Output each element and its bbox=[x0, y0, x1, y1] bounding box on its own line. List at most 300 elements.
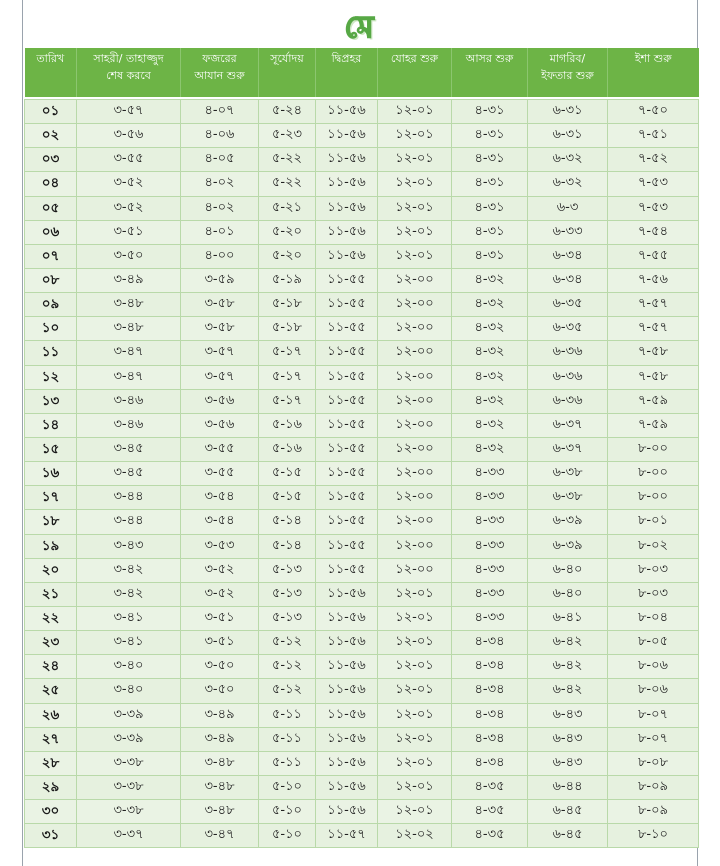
cell-asr-start: ৪-৩৩ bbox=[452, 486, 528, 510]
cell-sehri-end: ৩-৩৮ bbox=[77, 775, 181, 799]
cell-isha-start: ৭-৫৫ bbox=[608, 244, 699, 268]
cell-date: ৩১ bbox=[25, 824, 77, 848]
cell-maghrib-iftar: ৬-৩৬ bbox=[528, 341, 608, 365]
cell-zuhr-start: ১২-০১ bbox=[378, 196, 452, 220]
cell-asr-start: ৪-৩৪ bbox=[452, 655, 528, 679]
cell-fajr-azan: ৩-৪৮ bbox=[181, 775, 259, 799]
table-row bbox=[25, 775, 699, 799]
cell-date: ২৯ bbox=[25, 775, 77, 799]
cell-maghrib-iftar: ৬-৩ bbox=[528, 196, 608, 220]
cell-maghrib-iftar: ৬-৪১ bbox=[528, 606, 608, 630]
cell-asr-start: ৪-৩৩ bbox=[452, 582, 528, 606]
cell-maghrib-iftar: ৬-৩২ bbox=[528, 172, 608, 196]
table-row bbox=[25, 679, 699, 703]
cell-sehri-end: ৩-৪৮ bbox=[77, 317, 181, 341]
cell-date: ১৮ bbox=[25, 510, 77, 534]
cell-noon: ১১-৫৬ bbox=[316, 655, 378, 679]
cell-isha-start: ৭-৫৭ bbox=[608, 317, 699, 341]
cell-noon: ১১-৫৫ bbox=[316, 293, 378, 317]
cell-fajr-azan: ৪-০৫ bbox=[181, 148, 259, 172]
cell-zuhr-start: ১২-০১ bbox=[378, 124, 452, 148]
cell-fajr-azan: ৩-৪৮ bbox=[181, 800, 259, 824]
cell-noon: ১১-৫৬ bbox=[316, 679, 378, 703]
cell-isha-start: ৭-৫৯ bbox=[608, 413, 699, 437]
cell-sehri-end: ৩-৫২ bbox=[77, 172, 181, 196]
cell-maghrib-iftar: ৬-৩৯ bbox=[528, 510, 608, 534]
cell-sehri-end: ৩-৪২ bbox=[77, 582, 181, 606]
cell-date: ২০ bbox=[25, 558, 77, 582]
cell-maghrib-iftar: ৬-৩৩ bbox=[528, 220, 608, 244]
table-row bbox=[25, 124, 699, 148]
cell-asr-start: ৪-৩১ bbox=[452, 172, 528, 196]
cell-sehri-end: ৩-৪৪ bbox=[77, 486, 181, 510]
cell-noon: ১১-৫৬ bbox=[316, 703, 378, 727]
cell-fajr-azan: ৩-৫৩ bbox=[181, 534, 259, 558]
cell-asr-start: ৪-৩৩ bbox=[452, 510, 528, 534]
table-row bbox=[25, 268, 699, 292]
cell-asr-start: ৪-৩২ bbox=[452, 268, 528, 292]
cell-sehri-end: ৩-৫০ bbox=[77, 244, 181, 268]
cell-date: ০২ bbox=[25, 124, 77, 148]
cell-maghrib-iftar: ৬-৪৩ bbox=[528, 703, 608, 727]
cell-asr-start: ৪-৩২ bbox=[452, 437, 528, 461]
cell-fajr-azan: ৩-৫৯ bbox=[181, 268, 259, 292]
cell-maghrib-iftar: ৬-৪৩ bbox=[528, 751, 608, 775]
cell-maghrib-iftar: ৬-৪৫ bbox=[528, 824, 608, 848]
cell-sehri-end: ৩-৪৩ bbox=[77, 534, 181, 558]
table-row bbox=[25, 751, 699, 775]
column-header-sehri-end bbox=[77, 48, 181, 97]
cell-sehri-end: ৩-৪২ bbox=[77, 558, 181, 582]
cell-maghrib-iftar: ৬-৪৪ bbox=[528, 775, 608, 799]
cell-isha-start: ৮-০০ bbox=[608, 437, 699, 461]
cell-isha-start: ৮-০৫ bbox=[608, 631, 699, 655]
table-row bbox=[25, 365, 699, 389]
cell-zuhr-start: ১২-০১ bbox=[378, 655, 452, 679]
cell-asr-start: ৪-৩৪ bbox=[452, 679, 528, 703]
cell-maghrib-iftar: ৬-৪৩ bbox=[528, 727, 608, 751]
cell-asr-start: ৪-৩৩ bbox=[452, 606, 528, 630]
cell-zuhr-start: ১২-০১ bbox=[378, 703, 452, 727]
cell-sunrise: ৫-১৬ bbox=[259, 437, 316, 461]
cell-date: ০৯ bbox=[25, 293, 77, 317]
cell-asr-start: ৪-৩৪ bbox=[452, 631, 528, 655]
cell-maghrib-iftar: ৬-৩৭ bbox=[528, 413, 608, 437]
cell-maghrib-iftar: ৬-৩৫ bbox=[528, 293, 608, 317]
cell-sunrise: ৫-২২ bbox=[259, 148, 316, 172]
cell-sehri-end: ৩-৫২ bbox=[77, 196, 181, 220]
cell-noon: ১১-৫৫ bbox=[316, 268, 378, 292]
cell-noon: ১১-৫৬ bbox=[316, 148, 378, 172]
table-row bbox=[25, 413, 699, 437]
cell-fajr-azan: ৩-৫২ bbox=[181, 582, 259, 606]
month-title: মে bbox=[344, 10, 376, 45]
cell-isha-start: ৮-০৬ bbox=[608, 679, 699, 703]
cell-maghrib-iftar: ৬-৪২ bbox=[528, 655, 608, 679]
cell-sehri-end: ৩-৪১ bbox=[77, 606, 181, 630]
prayer-time-table bbox=[24, 48, 699, 848]
table-row bbox=[25, 293, 699, 317]
column-header-asr-start bbox=[452, 48, 528, 97]
cell-isha-start: ৭-৫৩ bbox=[608, 172, 699, 196]
cell-asr-start: ৪-৩৩ bbox=[452, 462, 528, 486]
cell-sunrise: ৫-১২ bbox=[259, 655, 316, 679]
column-header-sunrise bbox=[259, 48, 316, 97]
cell-sunrise: ৫-১৩ bbox=[259, 558, 316, 582]
cell-date: ০৩ bbox=[25, 148, 77, 172]
cell-noon: ১১-৫৬ bbox=[316, 124, 378, 148]
cell-date: ২৩ bbox=[25, 631, 77, 655]
cell-asr-start: ৪-৩৫ bbox=[452, 824, 528, 848]
cell-isha-start: ৮-০৮ bbox=[608, 751, 699, 775]
cell-sunrise: ৫-১২ bbox=[259, 631, 316, 655]
cell-asr-start: ৪-৩৩ bbox=[452, 534, 528, 558]
cell-sunrise: ৫-১১ bbox=[259, 751, 316, 775]
cell-date: ২৮ bbox=[25, 751, 77, 775]
cell-asr-start: ৪-৩৩ bbox=[452, 558, 528, 582]
cell-noon: ১১-৫৫ bbox=[316, 389, 378, 413]
cell-asr-start: ৪-৩৫ bbox=[452, 800, 528, 824]
cell-asr-start: ৪-৩১ bbox=[452, 244, 528, 268]
cell-sunrise: ৫-১০ bbox=[259, 824, 316, 848]
column-header-date bbox=[25, 48, 77, 97]
cell-maghrib-iftar: ৬-৩৪ bbox=[528, 244, 608, 268]
cell-noon: ১১-৫৫ bbox=[316, 341, 378, 365]
column-header-zuhr-start bbox=[378, 48, 452, 97]
cell-zuhr-start: ১২-০০ bbox=[378, 389, 452, 413]
cell-sehri-end: ৩-৪৮ bbox=[77, 293, 181, 317]
table-row bbox=[25, 100, 699, 124]
title-area bbox=[22, 8, 698, 48]
cell-noon: ১১-৫৬ bbox=[316, 631, 378, 655]
column-header-line2: আযান শুরু bbox=[194, 69, 245, 82]
cell-noon: ১১-৫৬ bbox=[316, 775, 378, 799]
cell-maghrib-iftar: ৬-৩৮ bbox=[528, 486, 608, 510]
cell-fajr-azan: ৩-৫৭ bbox=[181, 341, 259, 365]
cell-isha-start: ৭-৫১ bbox=[608, 124, 699, 148]
cell-noon: ১১-৫৬ bbox=[316, 582, 378, 606]
cell-sunrise: ৫-১২ bbox=[259, 679, 316, 703]
column-header-line1: তারিখ bbox=[36, 52, 65, 65]
cell-zuhr-start: ১২-০০ bbox=[378, 293, 452, 317]
cell-isha-start: ৭-৫৬ bbox=[608, 268, 699, 292]
cell-zuhr-start: ১২-০২ bbox=[378, 824, 452, 848]
cell-fajr-azan: ৩-৫১ bbox=[181, 606, 259, 630]
column-header-fajr-azan bbox=[181, 48, 259, 97]
cell-date: ২৪ bbox=[25, 655, 77, 679]
cell-isha-start: ৮-০৯ bbox=[608, 775, 699, 799]
table-header bbox=[25, 48, 699, 97]
cell-maghrib-iftar: ৬-৩১ bbox=[528, 124, 608, 148]
cell-zuhr-start: ১২-০০ bbox=[378, 510, 452, 534]
table-row bbox=[25, 534, 699, 558]
cell-isha-start: ৮-০১ bbox=[608, 510, 699, 534]
cell-date: ১৬ bbox=[25, 462, 77, 486]
cell-sunrise: ৫-১৩ bbox=[259, 582, 316, 606]
table-row bbox=[25, 800, 699, 824]
cell-noon: ১১-৫৬ bbox=[316, 727, 378, 751]
cell-sunrise: ৫-২২ bbox=[259, 172, 316, 196]
column-header-line1: সাহরী/ তাহাজ্জুদ bbox=[93, 52, 164, 65]
table-row bbox=[25, 148, 699, 172]
cell-noon: ১১-৫৫ bbox=[316, 486, 378, 510]
cell-zuhr-start: ১২-০০ bbox=[378, 534, 452, 558]
cell-date: ০৮ bbox=[25, 268, 77, 292]
cell-sehri-end: ৩-৫৫ bbox=[77, 148, 181, 172]
cell-isha-start: ৮-০৪ bbox=[608, 606, 699, 630]
cell-noon: ১১-৫৫ bbox=[316, 534, 378, 558]
cell-noon: ১১-৫৫ bbox=[316, 437, 378, 461]
cell-date: ১৯ bbox=[25, 534, 77, 558]
cell-date: ২১ bbox=[25, 582, 77, 606]
table-row bbox=[25, 341, 699, 365]
cell-asr-start: ৪-৩১ bbox=[452, 124, 528, 148]
cell-zuhr-start: ১২-০১ bbox=[378, 220, 452, 244]
table-row bbox=[25, 196, 699, 220]
cell-noon: ১১-৫৬ bbox=[316, 220, 378, 244]
cell-asr-start: ৪-৩২ bbox=[452, 293, 528, 317]
cell-maghrib-iftar: ৬-৪২ bbox=[528, 631, 608, 655]
cell-sehri-end: ৩-৫৭ bbox=[77, 100, 181, 124]
cell-maghrib-iftar: ৬-৪৫ bbox=[528, 800, 608, 824]
cell-fajr-azan: ৪-০২ bbox=[181, 172, 259, 196]
cell-sunrise: ৫-১১ bbox=[259, 727, 316, 751]
cell-sehri-end: ৩-৪০ bbox=[77, 655, 181, 679]
column-header-maghrib-iftar bbox=[528, 48, 608, 97]
cell-asr-start: ৪-৩৫ bbox=[452, 775, 528, 799]
cell-sehri-end: ৩-৩৮ bbox=[77, 800, 181, 824]
cell-zuhr-start: ১২-০০ bbox=[378, 558, 452, 582]
table-row bbox=[25, 510, 699, 534]
cell-maghrib-iftar: ৬-৩১ bbox=[528, 100, 608, 124]
cell-maghrib-iftar: ৬-৪০ bbox=[528, 558, 608, 582]
cell-zuhr-start: ১২-০০ bbox=[378, 268, 452, 292]
cell-zuhr-start: ১২-০১ bbox=[378, 244, 452, 268]
cell-noon: ১১-৫৬ bbox=[316, 100, 378, 124]
cell-maghrib-iftar: ৬-৩৫ bbox=[528, 317, 608, 341]
cell-zuhr-start: ১২-০০ bbox=[378, 462, 452, 486]
cell-date: ১১ bbox=[25, 341, 77, 365]
cell-isha-start: ৮-০০ bbox=[608, 486, 699, 510]
cell-fajr-azan: ৩-৫৫ bbox=[181, 462, 259, 486]
cell-noon: ১১-৫৭ bbox=[316, 824, 378, 848]
cell-fajr-azan: ৩-৫৭ bbox=[181, 365, 259, 389]
cell-zuhr-start: ১২-০০ bbox=[378, 365, 452, 389]
cell-noon: ১১-৫৬ bbox=[316, 606, 378, 630]
cell-asr-start: ৪-৩২ bbox=[452, 341, 528, 365]
cell-isha-start: ৭-৫০ bbox=[608, 100, 699, 124]
cell-fajr-azan: ৩-৫৮ bbox=[181, 293, 259, 317]
table-row bbox=[25, 703, 699, 727]
cell-zuhr-start: ১২-০০ bbox=[378, 486, 452, 510]
cell-sunrise: ৫-১৪ bbox=[259, 510, 316, 534]
column-header-line1: ফজরের bbox=[202, 52, 237, 65]
cell-zuhr-start: ১২-০১ bbox=[378, 631, 452, 655]
cell-sunrise: ৫-১৭ bbox=[259, 389, 316, 413]
cell-isha-start: ৭-৫৩ bbox=[608, 196, 699, 220]
cell-sunrise: ৫-২১ bbox=[259, 196, 316, 220]
cell-noon: ১১-৫৬ bbox=[316, 800, 378, 824]
cell-zuhr-start: ১২-০০ bbox=[378, 341, 452, 365]
cell-asr-start: ৪-৩৪ bbox=[452, 703, 528, 727]
cell-sunrise: ৫-১৮ bbox=[259, 293, 316, 317]
cell-zuhr-start: ১২-০১ bbox=[378, 727, 452, 751]
cell-sunrise: ৫-২০ bbox=[259, 244, 316, 268]
cell-date: ০৬ bbox=[25, 220, 77, 244]
cell-sehri-end: ৩-৩৯ bbox=[77, 727, 181, 751]
column-header-line1: মাগরিব/ bbox=[549, 52, 586, 65]
cell-sehri-end: ৩-৪৬ bbox=[77, 389, 181, 413]
cell-zuhr-start: ১২-০১ bbox=[378, 775, 452, 799]
cell-date: ১৩ bbox=[25, 389, 77, 413]
cell-sunrise: ৫-১৭ bbox=[259, 365, 316, 389]
cell-sehri-end: ৩-৪৯ bbox=[77, 268, 181, 292]
cell-noon: ১১-৫৫ bbox=[316, 365, 378, 389]
cell-sehri-end: ৩-৪১ bbox=[77, 631, 181, 655]
cell-fajr-azan: ৩-৫৬ bbox=[181, 389, 259, 413]
cell-noon: ১১-৫৫ bbox=[316, 462, 378, 486]
cell-date: ১৪ bbox=[25, 413, 77, 437]
cell-asr-start: ৪-৩১ bbox=[452, 148, 528, 172]
cell-fajr-azan: ৩-৫৪ bbox=[181, 486, 259, 510]
column-header-line1: সূর্যোদয় bbox=[270, 52, 304, 65]
cell-sehri-end: ৩-৩৯ bbox=[77, 703, 181, 727]
cell-asr-start: ৪-৩৪ bbox=[452, 751, 528, 775]
cell-sunrise: ৫-২৩ bbox=[259, 124, 316, 148]
cell-isha-start: ৭-৫৭ bbox=[608, 293, 699, 317]
cell-maghrib-iftar: ৬-৩৬ bbox=[528, 389, 608, 413]
cell-fajr-azan: ৩-৫০ bbox=[181, 679, 259, 703]
table-row bbox=[25, 486, 699, 510]
cell-date: ২৭ bbox=[25, 727, 77, 751]
cell-maghrib-iftar: ৬-৩৭ bbox=[528, 437, 608, 461]
cell-sunrise: ৫-১৩ bbox=[259, 606, 316, 630]
cell-asr-start: ৪-৩৪ bbox=[452, 727, 528, 751]
cell-maghrib-iftar: ৬-৩৮ bbox=[528, 462, 608, 486]
table-body bbox=[25, 97, 699, 848]
cell-sunrise: ৫-১৫ bbox=[259, 486, 316, 510]
cell-isha-start: ৭-৫৪ bbox=[608, 220, 699, 244]
cell-maghrib-iftar: ৬-৩৬ bbox=[528, 365, 608, 389]
table-row bbox=[25, 631, 699, 655]
cell-fajr-azan: ৪-০৭ bbox=[181, 100, 259, 124]
cell-sunrise: ৫-১৭ bbox=[259, 341, 316, 365]
cell-date: ২২ bbox=[25, 606, 77, 630]
cell-date: ২৬ bbox=[25, 703, 77, 727]
cell-sehri-end: ৩-৪০ bbox=[77, 679, 181, 703]
cell-sehri-end: ৩-৪৭ bbox=[77, 341, 181, 365]
cell-date: ২৫ bbox=[25, 679, 77, 703]
column-header-line1: ইশা শুরু bbox=[634, 52, 672, 65]
cell-noon: ১১-৫৬ bbox=[316, 244, 378, 268]
cell-maghrib-iftar: ৬-৩৪ bbox=[528, 268, 608, 292]
cell-fajr-azan: ৩-৪৮ bbox=[181, 751, 259, 775]
cell-date: ০৫ bbox=[25, 196, 77, 220]
cell-sunrise: ৫-১৬ bbox=[259, 413, 316, 437]
cell-noon: ১১-৫৬ bbox=[316, 172, 378, 196]
cell-asr-start: ৪-৩১ bbox=[452, 196, 528, 220]
cell-noon: ১১-৫৫ bbox=[316, 558, 378, 582]
cell-zuhr-start: ১২-০১ bbox=[378, 100, 452, 124]
table-row bbox=[25, 824, 699, 848]
column-header-line2: শেষ করবে bbox=[106, 69, 151, 82]
table-row bbox=[25, 244, 699, 268]
cell-zuhr-start: ১২-০১ bbox=[378, 679, 452, 703]
cell-asr-start: ৪-৩২ bbox=[452, 413, 528, 437]
cell-date: ৩০ bbox=[25, 800, 77, 824]
column-header-line1: আসর শুরু bbox=[465, 52, 514, 65]
cell-isha-start: ৭-৫৮ bbox=[608, 341, 699, 365]
cell-date: ০৪ bbox=[25, 172, 77, 196]
cell-zuhr-start: ১২-০০ bbox=[378, 437, 452, 461]
cell-asr-start: ৪-৩২ bbox=[452, 317, 528, 341]
cell-zuhr-start: ১২-০০ bbox=[378, 413, 452, 437]
column-header-noon bbox=[316, 48, 378, 97]
cell-sehri-end: ৩-৩৭ bbox=[77, 824, 181, 848]
cell-isha-start: ৮-০৯ bbox=[608, 800, 699, 824]
cell-isha-start: ৮-০৩ bbox=[608, 558, 699, 582]
cell-fajr-azan: ৩-৫০ bbox=[181, 655, 259, 679]
cell-sehri-end: ৩-৫৬ bbox=[77, 124, 181, 148]
cell-fajr-azan: ৪-০৬ bbox=[181, 124, 259, 148]
cell-zuhr-start: ১২-০০ bbox=[378, 317, 452, 341]
cell-maghrib-iftar: ৬-৩২ bbox=[528, 148, 608, 172]
cell-sehri-end: ৩-৪৫ bbox=[77, 437, 181, 461]
cell-maghrib-iftar: ৬-৪২ bbox=[528, 679, 608, 703]
cell-fajr-azan: ৩-৫১ bbox=[181, 631, 259, 655]
cell-sehri-end: ৩-৪৪ bbox=[77, 510, 181, 534]
column-header-line1: যোহর শুরু bbox=[390, 52, 439, 65]
table-row bbox=[25, 606, 699, 630]
cell-zuhr-start: ১২-০১ bbox=[378, 582, 452, 606]
cell-zuhr-start: ১২-০১ bbox=[378, 606, 452, 630]
cell-sunrise: ৫-২০ bbox=[259, 220, 316, 244]
cell-sehri-end: ৩-৪৬ bbox=[77, 413, 181, 437]
cell-zuhr-start: ১২-০১ bbox=[378, 800, 452, 824]
cell-noon: ১১-৫৫ bbox=[316, 413, 378, 437]
cell-noon: ১১-৫৬ bbox=[316, 196, 378, 220]
cell-zuhr-start: ১২-০১ bbox=[378, 172, 452, 196]
column-header-isha-start bbox=[608, 48, 699, 97]
cell-sunrise: ৫-১৫ bbox=[259, 462, 316, 486]
cell-fajr-azan: ৪-০২ bbox=[181, 196, 259, 220]
cell-date: ১৭ bbox=[25, 486, 77, 510]
table-row bbox=[25, 727, 699, 751]
cell-fajr-azan: ৩-৫২ bbox=[181, 558, 259, 582]
cell-sunrise: ৫-২৪ bbox=[259, 100, 316, 124]
cell-sunrise: ৫-১৮ bbox=[259, 317, 316, 341]
cell-fajr-azan: ৩-৫৫ bbox=[181, 437, 259, 461]
cell-isha-start: ৮-০৬ bbox=[608, 655, 699, 679]
cell-noon: ১১-৫৬ bbox=[316, 751, 378, 775]
cell-noon: ১১-৫৫ bbox=[316, 510, 378, 534]
cell-maghrib-iftar: ৬-৩৯ bbox=[528, 534, 608, 558]
cell-fajr-azan: ৩-৫৮ bbox=[181, 317, 259, 341]
cell-fajr-azan: ৩-৫৬ bbox=[181, 413, 259, 437]
cell-fajr-azan: ৪-০০ bbox=[181, 244, 259, 268]
cell-sunrise: ৫-১০ bbox=[259, 775, 316, 799]
cell-fajr-azan: ৩-৫৪ bbox=[181, 510, 259, 534]
cell-asr-start: ৪-৩২ bbox=[452, 365, 528, 389]
cell-asr-start: ৪-৩২ bbox=[452, 389, 528, 413]
cell-sunrise: ৫-১১ bbox=[259, 703, 316, 727]
table-row bbox=[25, 462, 699, 486]
cell-isha-start: ৮-১০ bbox=[608, 824, 699, 848]
cell-sehri-end: ৩-৩৮ bbox=[77, 751, 181, 775]
cell-sunrise: ৫-১৪ bbox=[259, 534, 316, 558]
header-row bbox=[25, 48, 699, 97]
column-header-line1: দ্বিপ্রহর bbox=[331, 52, 362, 65]
